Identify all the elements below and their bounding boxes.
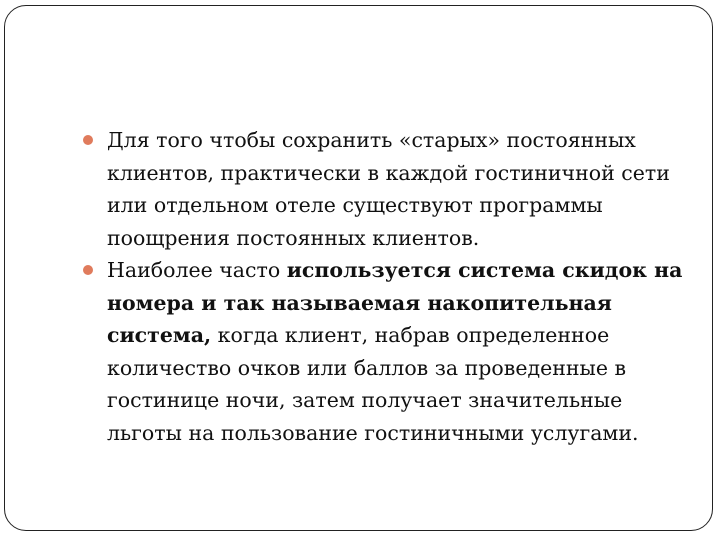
bullet-dot-icon (83, 265, 93, 275)
bullet-item-1 (83, 124, 703, 254)
bullet-item-2 (83, 254, 703, 449)
bullet-dot-icon (83, 135, 93, 145)
slide-content (83, 124, 703, 449)
bullet-text-after: когда клиент, набрав определенное количество очков или баллов за проведенные в гостинице ночи, затем получает значительные льготы на пользование гостиничными услугами. (107, 323, 639, 445)
slide-frame (4, 5, 713, 531)
bullet-text-bold: используется система скидок на номера и так называемая накопительная система, (107, 258, 683, 347)
bullet-text: Для того чтобы сохранить «старых» постоянных клиентов, практически в каждой гостиничной сети или отдельном отеле существуют программы поощрения постоянных клиентов. (107, 128, 670, 250)
bullet-text-before: Наиболее часто (107, 258, 287, 282)
